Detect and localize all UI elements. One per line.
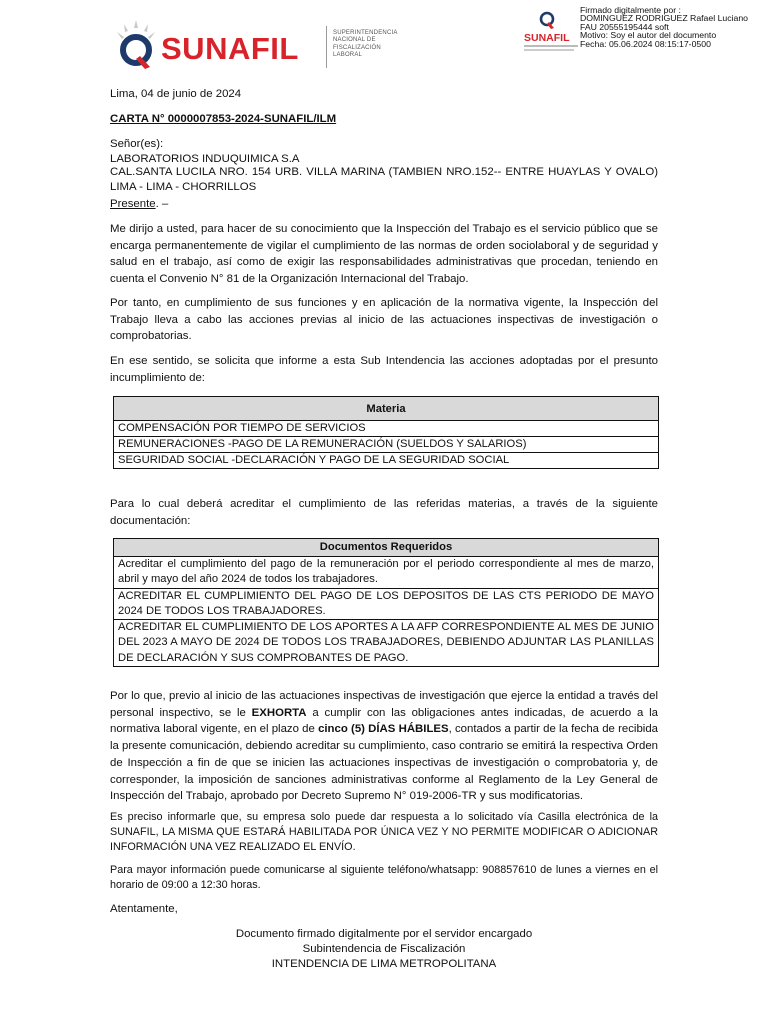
table-row: COMPENSACIÓN POR TIEMPO DE SERVICIOS	[114, 421, 659, 437]
paragraph-documentation: Para lo cual deberá acreditar el cumplimiento de las referidas materias, a través de la siguiente documentación:	[110, 498, 658, 527]
footer-line: Documento firmado digitalmente por el servidor encargado	[235, 928, 533, 940]
documentos-table	[113, 538, 659, 667]
recipient-address: CAL.SANTA LUCILA NRO. 154 URB. VILLA MARINA (TAMBIEN NRO.152-- ENTRE HUAYLAS Y OVALO) LIMA - LIMA - CHORRILLOS	[110, 166, 658, 193]
paragraph-intro: Me dirijo a usted, para hacer de su conocimiento que la Inspección del Trabajo es el servicio público que se encarga permanentemente de vigilar el cumplimiento de las normas de orden sociolaboral y de seguridad y salud en el trabajo, así como de exigir las responsabilidades administrativas que procedan, teniendo en cuenta el Convenio N° 81 de la Organización Internacional del Trabajo.	[110, 223, 658, 286]
signature-logo: SUNAFIL	[522, 8, 578, 52]
salutation: Señor(es):	[110, 138, 164, 150]
closing: Atentamente,	[110, 903, 178, 915]
recipient-name: LABORATORIOS INDUQUIMICA S.A	[110, 153, 300, 165]
table-row: Acreditar el cumplimiento del pago de la remuneración por el periodo correspondiente al mes de marzo, abril y mayo del año 2024 de todos los trabajadores.	[114, 557, 659, 589]
paragraph-request: En ese sentido, se solicita que informe a esta Sub Intendencia las acciones adoptadas por el presunto incumplimiento de:	[110, 355, 658, 384]
logo-divider	[326, 26, 327, 68]
letter-reference: CARTA N° 0000007853-2024-SUNAFIL/ILM	[110, 113, 337, 125]
table-row: REMUNERACIONES -PAGO DE LA REMUNERACIÓN (SUELDOS Y SALARIOS)	[114, 437, 659, 453]
materia-table	[113, 396, 659, 469]
logo-subtitle: SUPERINTENDENCIA NACIONAL DE FISCALIZACIÓN LABORAL	[333, 30, 398, 59]
table-row: SEGURIDAD SOCIAL -DECLARACIÓN Y PAGO DE LA SEGURIDAD SOCIAL	[114, 453, 659, 469]
footer-line: Subintendencia de Fiscalización	[302, 943, 466, 955]
paragraph-contact: Para mayor información puede comunicarse al siguiente teléfono/whatsapp: 908857610 de lunes a viernes en el horario de 09:00 a 12:30 horas.	[110, 864, 658, 891]
paragraph-actions: Por tanto, en cumplimiento de sus funciones y en aplicación de la normativa vigente, la Inspección del Trabajo lleva a cabo las acciones previas al inicio de las actuaciones inspectivas de investigación o comprobatorias.	[110, 297, 658, 343]
signature-details: Firmado digitalmente por : DOMINGUEZ RODRIGUEZ Rafael Luciano FAU 20555195444 soft Motivo: Soy el autor del documento Fecha: 05.06.2024 08:15:17-0500	[580, 5, 748, 49]
logo-wordmark: SUNAFIL	[161, 31, 299, 66]
table-row: ACREDITAR EL CUMPLIMIENTO DE LOS APORTES A LA AFP CORRESPONDIENTE AL MES DE JUNIO DEL 2023 A MAYO DE 2024 DE TODOS LOS TRABAJADORES, DEBIENDO ADJUNTAR LAS PLANILLAS DE DECLARACIÓN Y SUS COMPROBANTES DE PAGO.	[114, 620, 659, 667]
paragraph-casilla: Es preciso informarle que, su empresa solo puede dar respuesta a lo solicitado vía Casilla electrónica de la SUNAFIL, LA MISMA QUE ESTARÁ HABILITADA POR ÚNICA VEZ Y NO PERMITE MODIFICAR O ADICIONAR INFORMACIÓN UNA VEZ REALIZADO EL ENVÍO.	[110, 811, 658, 853]
sunafil-emblem-icon	[114, 20, 158, 70]
table-row: ACREDITAR EL CUMPLIMIENTO DEL PAGO DE LOS DEPOSITOS DE LAS CTS PERIODO DE MAYO 2024 DE TODOS LOS TRABAJADORES.	[114, 588, 659, 620]
sunafil-emblem-icon	[538, 8, 556, 30]
digital-signature-stamp	[522, 2, 768, 52]
place-date: Lima, 04 de junio de 2024	[110, 88, 242, 100]
footer-line: INTENDENCIA DE LIMA METROPOLITANA	[271, 958, 497, 970]
documentos-table-header: Documentos Requeridos	[114, 539, 659, 557]
presente-line: Presente. –	[110, 198, 169, 210]
paragraph-exhortation: Por lo que, previo al inicio de las actuaciones inspectivas de investigación que ejerce la entidad a través del personal inspectivo, se le EXHORTA a cumplir con las obligaciones antes indicadas, de acuerdo a la normativa laboral vigente, en el plazo de cinco (5) DÍAS HÁBILES, contados a partir de la fecha de recibida la presente comunicación, debiendo acreditar su cumplimiento, caso contrario se emitirá la respectiva Orden de Inspección a fin de que se inicien las actuaciones inspectivas de investigación o comprobatoria y, de corresponder, la imposición de sanciones administrativas conforme al Reglamento de la Ley General de Inspección del Trabajo, aprobado por Decreto Supremo N° 019-2006-TR y sus modificatorias.	[110, 690, 658, 803]
sunafil-logo	[114, 18, 414, 74]
materia-table-header: Materia	[114, 397, 659, 421]
